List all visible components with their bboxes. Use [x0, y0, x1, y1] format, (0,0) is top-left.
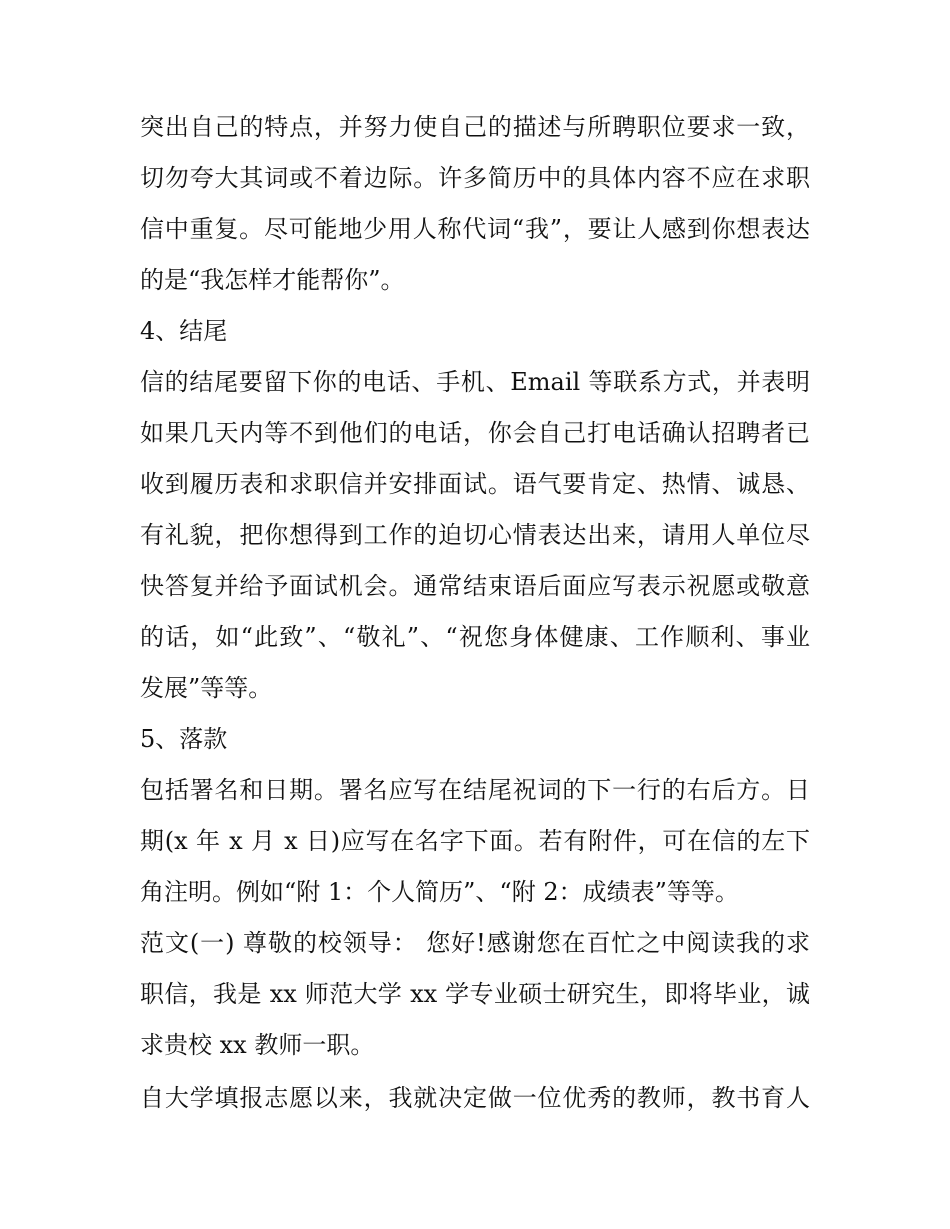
text-line: 的话，如“此致”、“敬礼”、“祝您身体健康、工作顺利、事业 — [140, 623, 810, 651]
text-line: 角注明。例如“附 1：个人简历”、“附 2：成绩表”等等。 — [140, 878, 739, 906]
text-line: 期(x 年 x 月 x 日)应写在名字下面。若有附件，可在信的左下 — [140, 827, 810, 855]
text-line: 范文(一) 尊敬的校领导： 您好!感谢您在百忙之中阅读我的求 — [140, 929, 810, 957]
text-line: 有礼貌，把你想得到工作的迫切心情表达出来，请用人单位尽 — [140, 521, 810, 549]
text-line: 自大学填报志愿以来，我就决定做一位优秀的教师，教书育人 — [140, 1084, 810, 1112]
text-line: 如果几天内等不到他们的电话，你会自己打电话确认招聘者已 — [140, 419, 810, 447]
text-line: 的是“我怎样才能帮你”。 — [140, 266, 405, 294]
section-heading-ending: 4、结尾 — [140, 317, 228, 345]
paragraph-sample-intro — [140, 918, 810, 1071]
text-line: 信中重复。尽可能地少用人称代词“我”，要让人感到你想表达 — [140, 215, 810, 243]
text-line: 切勿夸大其词或不着边际。许多简历中的具体内容不应在求职 — [140, 164, 810, 192]
text-line: 求贵校 xx 教师一职。 — [140, 1031, 375, 1059]
text-line: 信的结尾要留下你的电话、手机、Email 等联系方式，并表明 — [140, 368, 810, 396]
paragraph-section4-body — [140, 357, 810, 714]
paragraph-section5-body — [140, 765, 810, 918]
text-line: 收到履历表和求职信并安排面试。语气要肯定、热情、诚恳、 — [140, 470, 810, 498]
text-line: 职信，我是 xx 师范大学 xx 学专业硕士研究生，即将毕业，诚 — [140, 980, 810, 1008]
text-line: 包括署名和日期。署名应写在结尾祝词的下一行的右后方。日 — [140, 776, 810, 804]
document-body — [140, 102, 810, 1124]
text-line: 突出自己的特点，并努力使自己的描述与所聘职位要求一致， — [140, 113, 810, 141]
text-line: 发展”等等。 — [140, 674, 273, 702]
paragraph-section3-tail — [140, 102, 810, 306]
text-line: 快答复并给予面试机会。通常结束语后面应写表示祝愿或敬意 — [140, 572, 810, 600]
section-heading-signature: 5、落款 — [140, 725, 228, 753]
paragraph-sample-next — [140, 1073, 810, 1124]
